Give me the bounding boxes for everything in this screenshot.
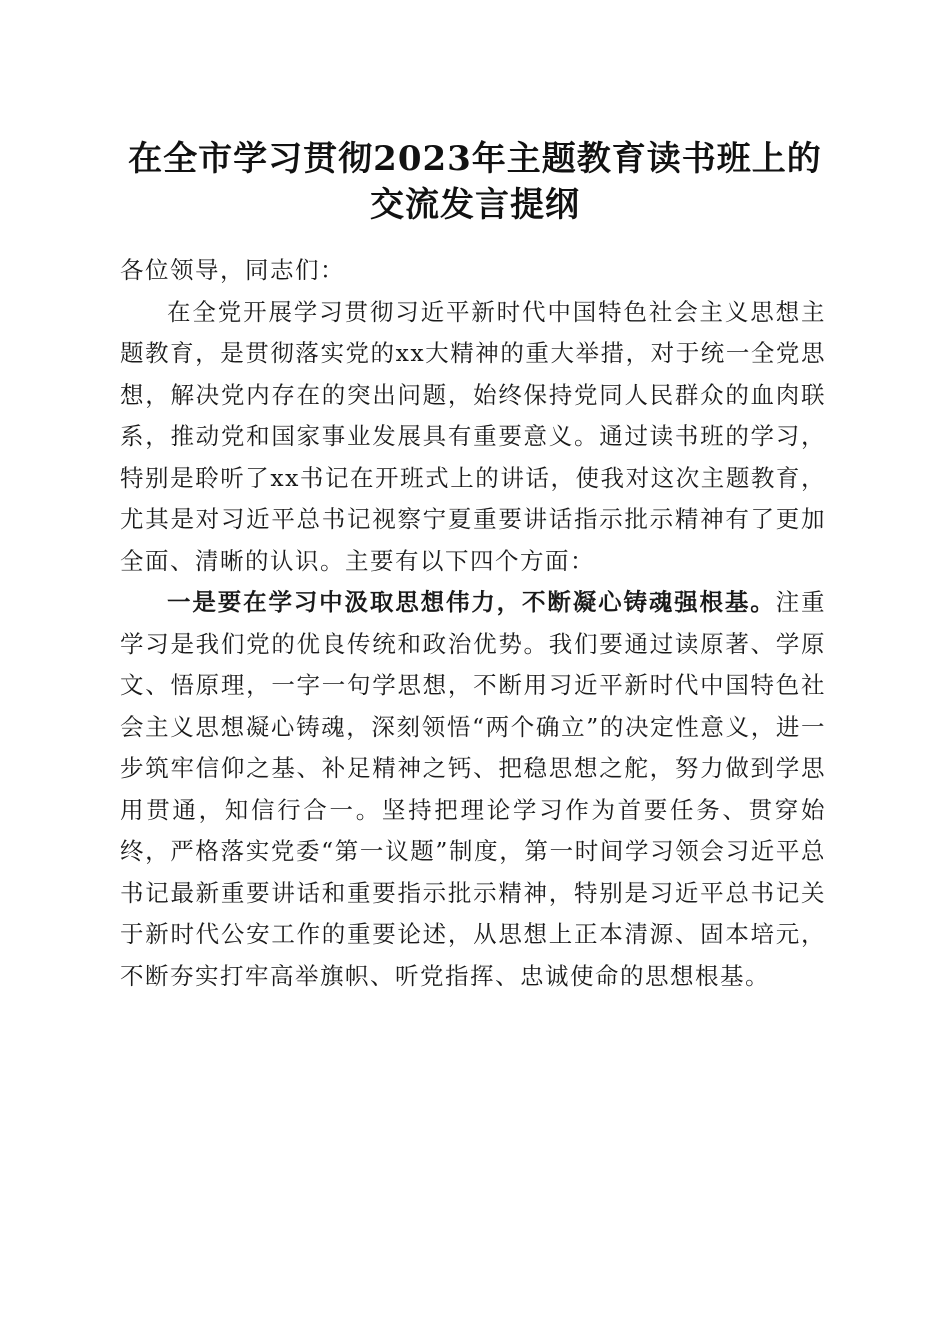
paragraph-intro: 在全党开展学习贯彻习近平新时代中国特色社会主义思想主题教育，是贯彻落实党的xx大精神的重大举措，对于统一全党思想，解决党内存在的突出问题，始终保持党同人民群众的血肉联系，推动党和国家事业发展具有重要意义。通过读书班的学习，特别是聆听了xx书记在开班式上的讲话，使我对这次主题教育，尤其是对习近平总书记视察宁夏重要讲话指示批示精神有了更加全面、清晰的认识。主要有以下四个方面： (120, 297, 826, 575)
salutation: 各位领导，同志们： (120, 256, 345, 284)
title-line-1: 在全市学习贯彻2023年主题教育读书班上的 (128, 139, 822, 179)
paragraph-point-one-body: 注重学习是我们党的优良传统和政治优势。我们要通过读原著、学原文、悟原理，一字一句学思想，不断用习近平新时代中国特色社会主义思想凝心铸魂，深刻领悟“两个确立”的决定性意义，进一步筑牢信仰之基、补足精神之钙、把稳思想之舵，努力做到学思用贯通，知信行合一。坚持把理论学习作为首要任务、贯穿始终，严格落实党委“第一议题”制度，第一时间学习领会习近平总书记最新重要讲话和重要指示批示精神，特别是习近平总书记关于新时代公安工作的重要论述，从思想上正本清源、固本培元，不断夯实打牢高举旗帜、听党指挥、忠诚使命的思想根基。 (120, 588, 827, 990)
paragraph-point-one-lead: 一是要在学习中汲取思想伟力，不断凝心铸魂强根基。 (167, 588, 776, 616)
document-body (120, 250, 826, 997)
document-title (100, 136, 850, 228)
title-line-2: 交流发言提纲 (370, 185, 580, 225)
paragraph-point-one (120, 582, 826, 997)
